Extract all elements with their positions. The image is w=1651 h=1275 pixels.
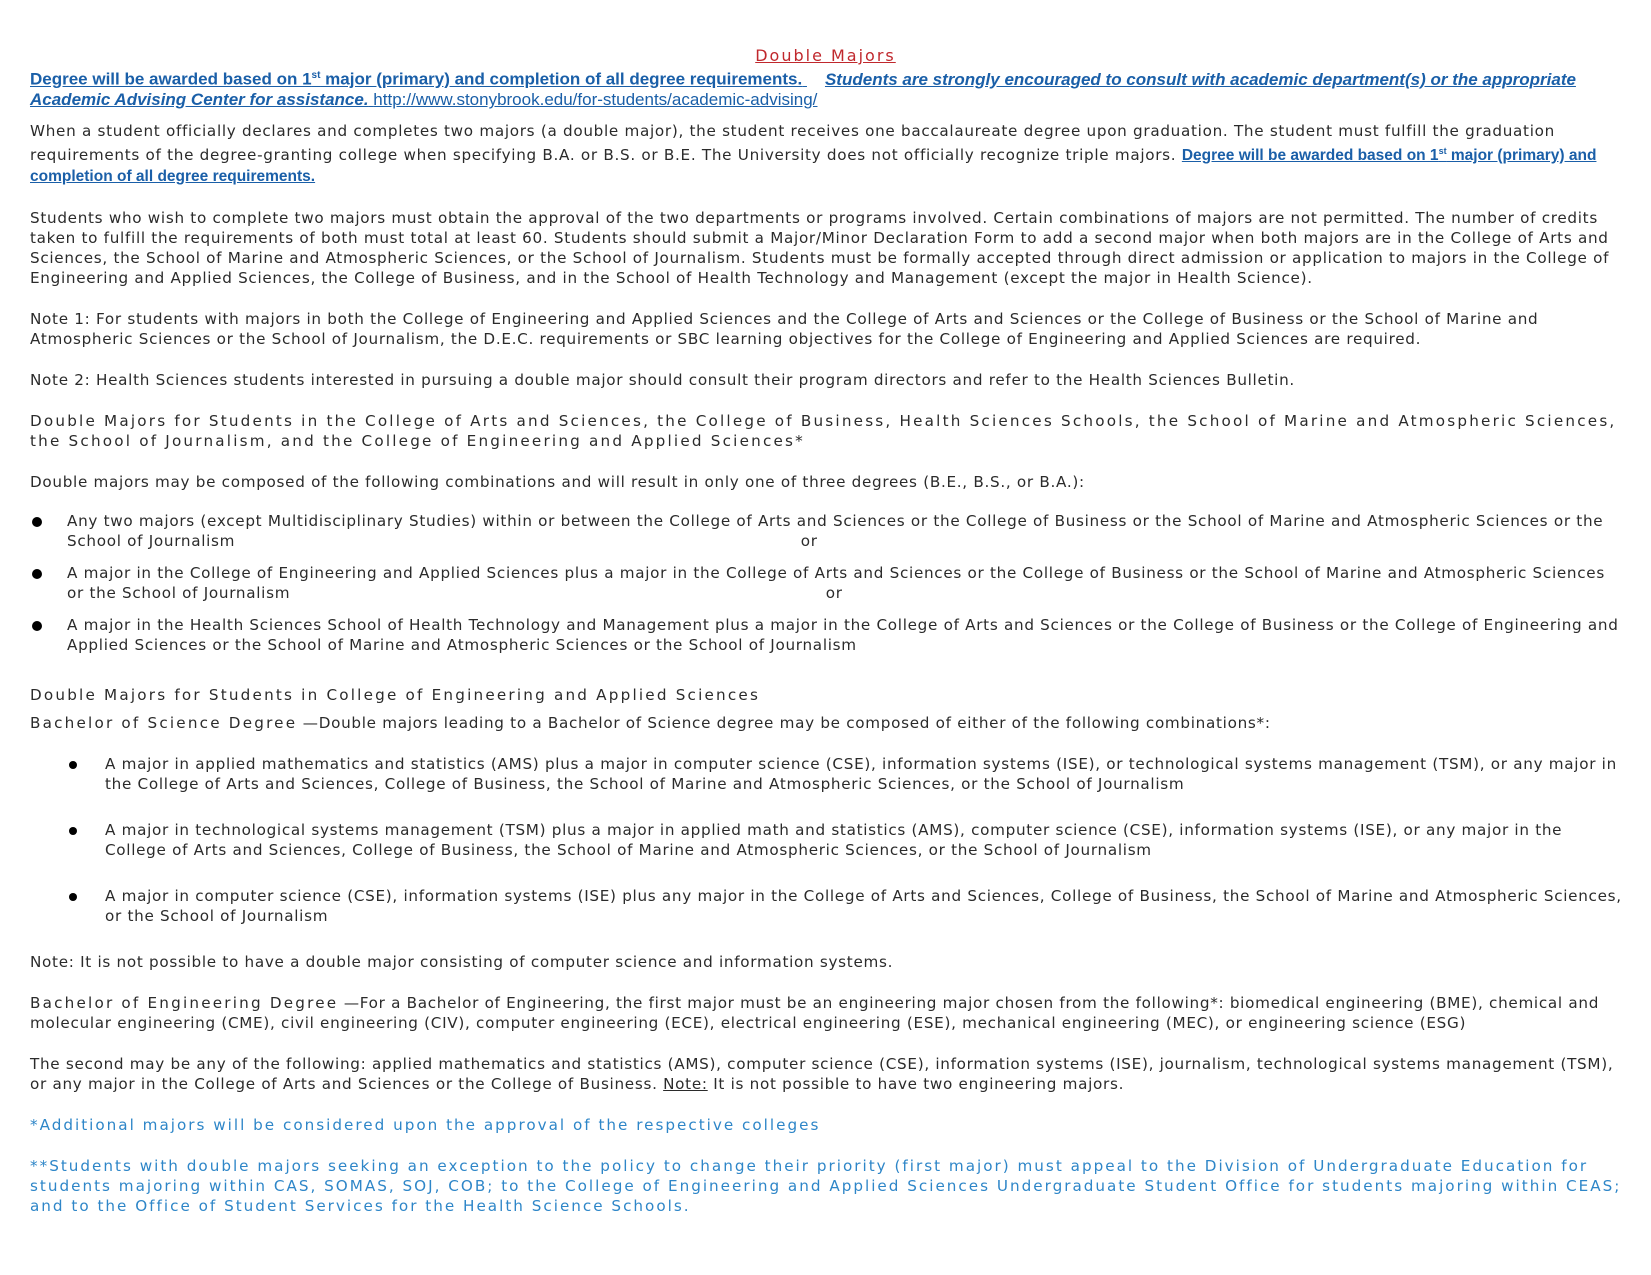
list-item: [30, 754, 1626, 794]
list-item-text: A major in the College of Engineering and Applied Sciences plus a major in the College of Arts and Sciences or the College of Business or the School of Marine and Atmospheric Sciences or the School of Journalism: [67, 563, 1605, 602]
bullet-icon: [69, 827, 77, 835]
section1-list: [30, 511, 1626, 655]
list-item-text: A major in computer science (CSE), information systems (ISE) plus any major in the College of Arts and Sciences, College of Business, the School of Marine and Atmospheric Sciences, or the School of Journalism: [105, 886, 1622, 925]
section2-heading: Double Majors for Students in College of Engineering and Applied Sciences: [30, 685, 761, 704]
footnote-two: **Students with double majors seeking an exception to the policy to change their priority (first major) must appeal to the Division of Undergraduate Education for students majoring within CAS, SOMAS, SOJ, COB; to the College of Engineering and Applied Sciences Undergraduate Student Office for students majoring within CEAS; and to the Office of Student Services for the Health Science Schools.: [30, 1156, 1622, 1215]
list-item-or: or: [800, 531, 818, 550]
bullet-icon: [32, 621, 42, 631]
note1-paragraph: Note 1: For students with majors in both the College of Engineering and Applied Sciences and the College of Arts and Sciences or the College of Business or the School of Marine and Atmospheric Sciences or the School of Journalism, the D.E.C. requirements or SBC learning objectives for the College of Engineering and Applied Sciences are required.: [30, 309, 1539, 348]
list-item: [30, 615, 1626, 655]
be-text: —For a Bachelor of Engineering, the first major must be an engineering major chosen from the following*: biomedical engineering (BME), chemical and molecular engineering (CME), civil engineering (CIV), computer engineering (ECE), electrical engineering (ESE), mechanical engineering (MEC), or engineering science (ESG): [30, 993, 1600, 1032]
page-title: Double Majors: [755, 46, 896, 65]
intro-bold2: major (primary) and completion of all degree requirements.: [30, 146, 1597, 185]
lead-advice: Students are strongly encouraged to consult with academic department(s) or the appropriate Academic Advising Center for assistance.: [30, 69, 1576, 110]
note2-paragraph: Note 2: Health Sciences students interested in pursuing a double major should consult their program directors and refer to the Health Sciences Bulletin.: [30, 370, 1295, 389]
second-major-note-text: It is not possible to have two engineering majors.: [707, 1074, 1125, 1093]
intro-text: When a student officially declares and completes two majors (a double major), the student receives one baccalaureate degree upon graduation. The student must fulfill the graduation requirements of the degree-granting college when specifying B.A. or B.S. or B.E. The University does not officially recognize triple majors.: [30, 121, 1555, 164]
list-item-text: A major in applied mathematics and statistics (AMS) plus a major in computer science (CSE), information systems (ISE), or technological systems management (TSM), or any major in the College of Arts and Sciences, College of Business, the School of Marine and Atmospheric Sciences, or the School of Journalism: [105, 754, 1617, 793]
bullet-icon: [69, 761, 77, 769]
cse-ise-note: Note: It is not possible to have a double major consisting of computer science and information systems.: [30, 952, 894, 971]
list-item: [30, 886, 1626, 926]
bs-label: Bachelor of Science Degree: [30, 713, 298, 732]
bullet-icon: [32, 517, 42, 527]
intro-sup: st: [1438, 145, 1447, 156]
advising-link[interactable]: http://www.stonybrook.edu/for-students/academic-advising/: [373, 90, 818, 110]
footnote-one: *Additional majors will be considered upon the approval of the respective colleges: [30, 1115, 821, 1134]
bs-paragraph: [30, 713, 1626, 733]
section1-intro: Double majors may be composed of the following combinations and will result in only one of three degrees (B.E., B.S., or B.A.):: [30, 472, 1085, 491]
second-major-text: The second may be any of the following: applied mathematics and statistics (AMS), computer science (CSE), information systems (ISE), journalism, technological systems management (TSM), or any major in the College of Arts and Sciences or the College of Business.: [30, 1054, 1614, 1093]
list-item-or: or: [825, 583, 843, 602]
bullet-icon: [32, 569, 42, 579]
bs-text: —Double majors leading to a Bachelor of Science degree may be composed of either of the following combinations*:: [297, 713, 1271, 732]
intro-bold1: Degree will be awarded based on 1: [1181, 146, 1439, 164]
list-item-text: A major in technological systems management (TSM) plus a major in applied math and statistics (AMS), computer science (CSE), information systems (ISE), or any major in the College of Arts and Sciences, College of Business, the School of Marine and Atmospheric Sciences, or the School of Journalism: [105, 820, 1563, 859]
list-item: [30, 511, 1626, 551]
second-major-note-label: Note:: [663, 1074, 708, 1093]
lead-notice: [30, 66, 1626, 111]
lead-part1: Degree will be awarded based on 1: [30, 69, 312, 89]
list-item-text: Any two majors (except Multidisciplinary Studies) within or between the College of Arts and Sciences or the College of Business or the School of Marine and Atmospheric Sciences or the School of Journalism: [67, 511, 1604, 550]
section2-list: [30, 754, 1626, 926]
lead-sup: st: [311, 70, 321, 81]
approval-paragraph: Students who wish to complete two majors must obtain the approval of the two departments or programs involved. Certain combinations of majors are not permitted. The number of credits taken to fulfill the requirements of both must total at least 60. Students should submit a Major/Minor Declaration Form to add a second major when both majors are in the College of Arts and Sciences, the School of Marine and Atmospheric Sciences, or the School of Journalism. Students must be formally accepted through direct admission or application to majors in the College of Engineering and Applied Sciences, the College of Business, and in the School of Health Technology and Management (except the major in Health Science).: [30, 208, 1610, 287]
be-paragraph: [30, 993, 1626, 1033]
be-label: Bachelor of Engineering Degree: [30, 993, 339, 1012]
section1-heading: Double Majors for Students in the College of Arts and Sciences, the College of Business, Health Sciences Schools, the School of Marine and Atmospheric Sciences, the School of Journalism, and the College of Engineering and Applied Sciences*: [30, 411, 1617, 450]
lead-part2: major (primary) and completion of all degree requirements.: [320, 69, 803, 89]
document-body: [30, 66, 1626, 1237]
second-major-paragraph: [30, 1054, 1626, 1094]
list-item: [30, 563, 1626, 603]
bullet-icon: [69, 893, 77, 901]
intro-paragraph: [30, 121, 1626, 187]
list-item: [30, 820, 1626, 860]
list-item-text: A major in the Health Sciences School of Health Technology and Management plus a major in the College of Arts and Sciences or the College of Business or the College of Engineering and Applied Sciences or the School of Marine and Atmospheric Sciences or the School of Journalism: [67, 615, 1619, 654]
